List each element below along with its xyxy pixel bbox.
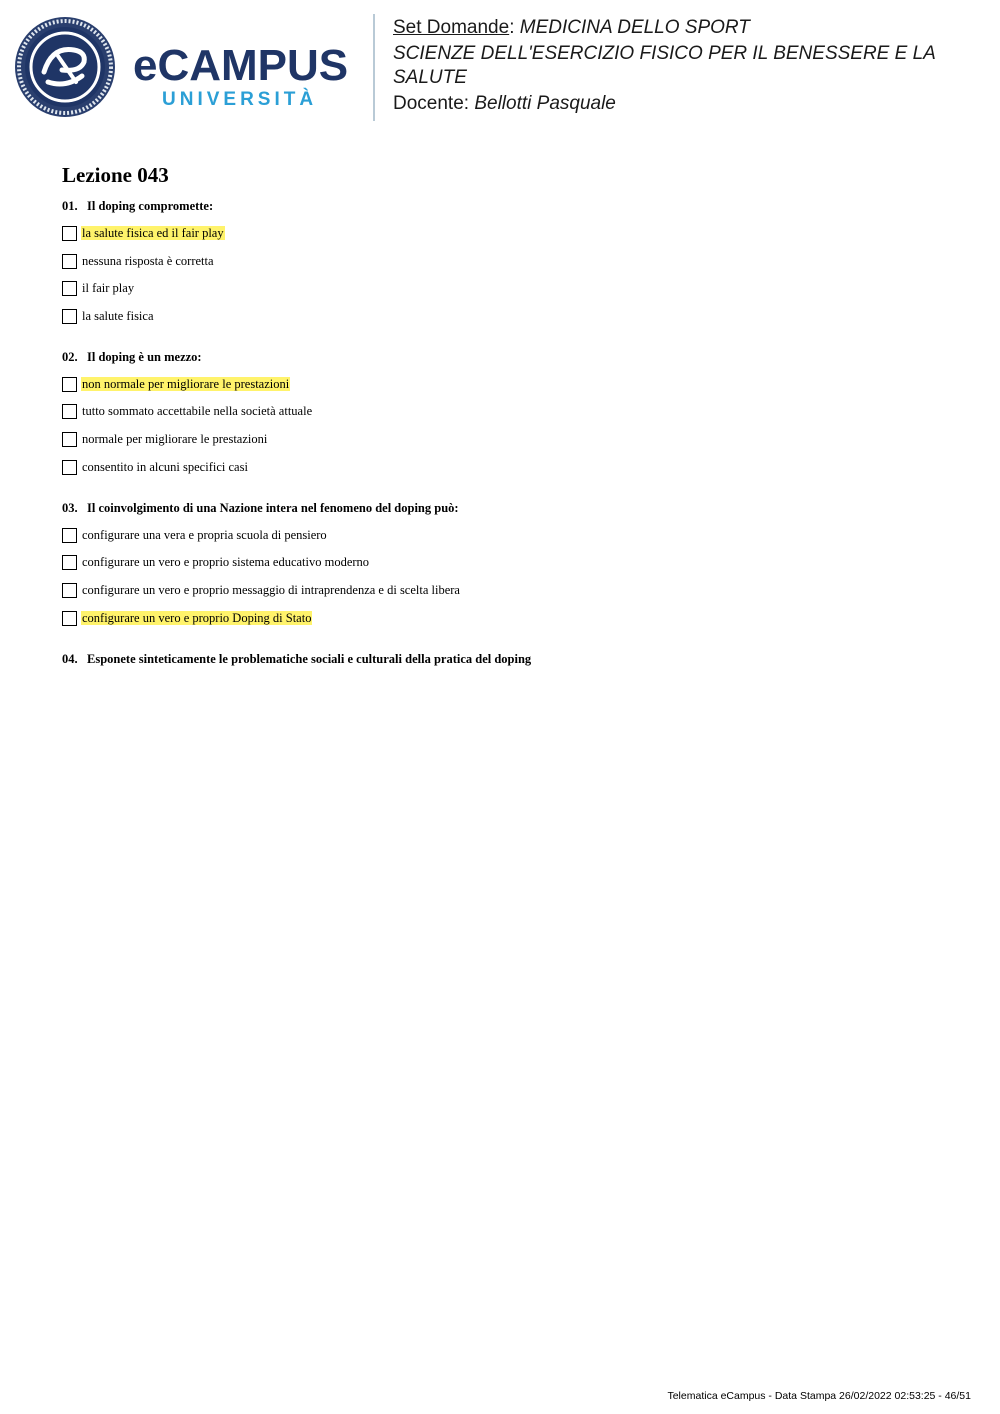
answer-option[interactable] (62, 253, 215, 269)
checkbox[interactable] (62, 281, 77, 296)
logo-wordmark: eCAMPUS (133, 41, 349, 90)
teacher-label: Docente (393, 93, 464, 114)
answer-text: la salute fisica ed il fair play (82, 226, 224, 240)
header-info (393, 16, 983, 118)
question-04 (62, 652, 531, 667)
checkbox[interactable] (62, 555, 77, 570)
answer-text: consentito in alcuni specifici casi (82, 460, 248, 474)
program-name: SCIENZE DELL'ESERCIZIO FISICO PER IL BENESSERE E LA SALUTE (393, 43, 936, 88)
answer-text: nessuna risposta è corretta (82, 254, 214, 268)
teacher-line: Docente: Bellotti Pasquale (393, 93, 616, 114)
answer-option[interactable] (62, 280, 135, 296)
question-text: Il coinvolgimento di una Nazione intera nel fenomeno del doping può: (87, 501, 459, 515)
print-footer: Telematica eCampus - Data Stampa 26/02/2022 02:53:25 - 46/51 (667, 1390, 971, 1402)
question-text: Esponete sinteticamente le problematiche sociali e culturali della pratica del doping (87, 652, 532, 666)
header-divider (373, 14, 375, 121)
answer-option[interactable] (62, 582, 461, 598)
question-text: Il doping compromette: (87, 199, 214, 213)
answer-text: normale per migliorare le prestazioni (82, 432, 268, 446)
checkbox[interactable] (62, 309, 77, 324)
answer-option[interactable] (62, 308, 155, 324)
answer-option[interactable] (62, 376, 290, 392)
checkbox[interactable] (62, 460, 77, 475)
answer-option[interactable] (62, 225, 225, 241)
question-number: 02. (62, 350, 78, 364)
teacher-name: Bellotti Pasquale (474, 93, 616, 114)
checkbox[interactable] (62, 254, 77, 269)
answer-option[interactable] (62, 459, 249, 475)
answer-option[interactable] (62, 610, 312, 626)
answer-option[interactable] (62, 554, 370, 570)
set-label: Set Domande (393, 17, 510, 38)
checkbox[interactable] (62, 611, 77, 626)
set-line: Set Domande: MEDICINA DELLO SPORT (393, 17, 750, 38)
answer-option[interactable] (62, 403, 313, 419)
question-number: 03. (62, 501, 78, 515)
answer-text: tutto sommato accettabile nella società attuale (82, 404, 313, 418)
answer-text: configurare una vera e propria scuola di pensiero (82, 528, 327, 542)
answer-text: il fair play (82, 281, 135, 295)
checkbox[interactable] (62, 404, 77, 419)
checkbox[interactable] (62, 377, 77, 392)
answer-text: configurare un vero e proprio messaggio di intraprendenza e di scelta libera (82, 583, 460, 597)
question-number: 04. (62, 652, 78, 666)
page-header (0, 0, 1000, 130)
checkbox[interactable] (62, 528, 77, 543)
question-text: Il doping è un mezzo: (87, 350, 202, 364)
checkbox[interactable] (62, 583, 77, 598)
answer-text: la salute fisica (82, 309, 154, 323)
question-02 (62, 350, 202, 365)
checkbox[interactable] (62, 432, 77, 447)
lesson-title: Lezione 043 (62, 163, 169, 187)
question-03 (62, 501, 459, 516)
answer-text: configurare un vero e proprio sistema educativo moderno (82, 555, 370, 569)
answer-option[interactable] (62, 527, 328, 543)
answer-text: non normale per migliorare le prestazioni (82, 377, 290, 391)
question-01 (62, 199, 213, 214)
checkbox[interactable] (62, 226, 77, 241)
answer-text: configurare un vero e proprio Doping di Stato (82, 611, 312, 625)
question-number: 01. (62, 199, 78, 213)
course-name: MEDICINA DELLO SPORT (519, 17, 750, 38)
logo-subtitle: UNIVERSITÀ (162, 89, 318, 110)
answer-option[interactable] (62, 431, 268, 447)
ecampus-seal-logo-icon (14, 16, 116, 118)
